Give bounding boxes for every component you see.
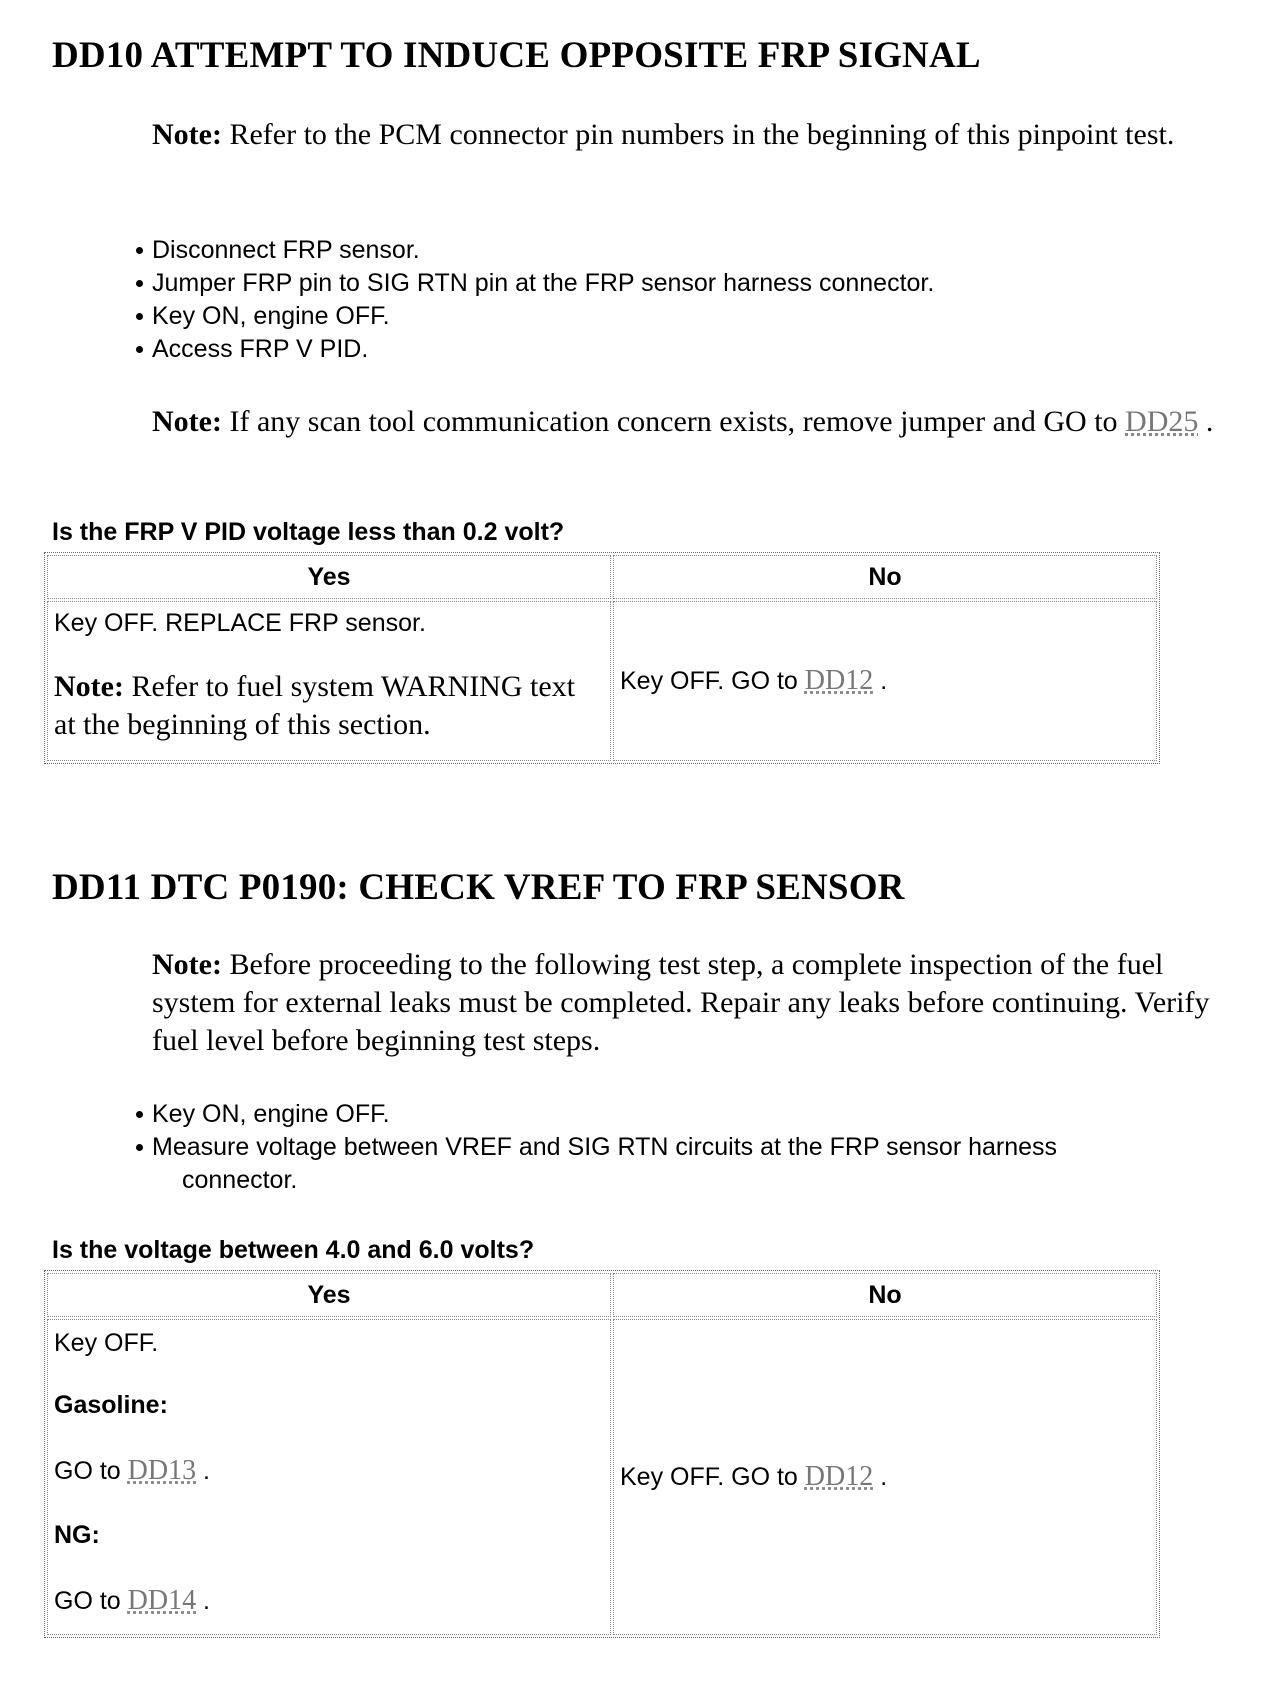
ng-suffix: . [203, 1587, 210, 1615]
note-text: Before proceeding to the following test step, a complete inspection of the fuel system for external leaks must be completed. Repair any leaks before continuing. Verify fuel level before beginning test steps. [152, 948, 1210, 1057]
step-title-dd10: DD10 ATTEMPT TO INDUCE OPPOSITE FRP SIGNAL [52, 35, 981, 76]
list-item: Key ON, engine OFF. [134, 1098, 1192, 1131]
note-inspection [152, 946, 1232, 1060]
yes-header: Yes [47, 555, 611, 599]
link-dd25[interactable]: DD25 [1125, 405, 1199, 438]
note-text: If any scan tool communication concern exists, remove jumper and GO to [229, 405, 1118, 438]
list-item: Access FRP V PID. [134, 333, 1192, 366]
no-cell [613, 1319, 1157, 1635]
yes-cell [47, 601, 611, 761]
no-action-text: Key OFF. GO to [620, 1463, 798, 1491]
no-action-text: Key OFF. GO to [620, 667, 798, 695]
note-pcm-connector [152, 116, 1232, 154]
list-item: Key ON, engine OFF. [134, 300, 1192, 333]
yes-action: Key OFF. REPLACE FRP sensor. [54, 609, 426, 637]
note-text: Refer to the PCM connector pin numbers in the beginning of this pinpoint test. [229, 118, 1175, 151]
step-title-dd11: DD11 DTC P0190: CHECK VREF TO FRP SENSOR [52, 867, 905, 908]
step-dd11-bullet-list [134, 1098, 1192, 1197]
link-dd13[interactable]: DD13 [127, 1455, 197, 1486]
link-dd14[interactable]: DD14 [127, 1585, 197, 1616]
no-action-suffix: . [880, 1463, 888, 1491]
list-item [134, 1131, 1192, 1197]
link-dd12[interactable]: DD12 [804, 665, 874, 696]
note-label: Note: [152, 118, 222, 151]
list-item: Jumper FRP pin to SIG RTN pin at the FRP sensor harness connector. [134, 267, 1192, 300]
list-item: Disconnect FRP sensor. [134, 234, 1192, 267]
ng-prefix: GO to [54, 1587, 121, 1615]
ng-action [54, 1586, 604, 1616]
yes-note [54, 668, 604, 744]
no-action-suffix: . [880, 667, 888, 695]
yes-action: Key OFF. [54, 1329, 159, 1357]
no-cell [613, 601, 1157, 761]
gasoline-action [54, 1456, 604, 1486]
note-label: Note: [152, 948, 222, 981]
yes-header: Yes [47, 1273, 611, 1317]
question-vref-voltage: Is the voltage between 4.0 and 6.0 volts? [52, 1236, 535, 1264]
result-table-dd11 [44, 1270, 1160, 1638]
note-scan-tool [152, 403, 1232, 441]
step-dd10-bullet-list [134, 234, 1192, 366]
no-header: No [613, 1273, 1157, 1317]
question-frp-voltage: Is the FRP V PID voltage less than 0.2 volt? [52, 518, 565, 546]
note-label: Note: [152, 405, 222, 438]
bullet-continuation: connector. [182, 1166, 298, 1194]
link-dd12[interactable]: DD12 [804, 1461, 874, 1492]
no-header: No [613, 555, 1157, 599]
yes-cell [47, 1319, 611, 1635]
note-suffix: . [1205, 405, 1214, 438]
gasoline-label: Gasoline: [54, 1391, 168, 1419]
result-table-dd10 [44, 552, 1160, 764]
gasoline-prefix: GO to [54, 1457, 121, 1485]
ng-label: NG: [54, 1521, 100, 1549]
note-text: Refer to fuel system WARNING text at the beginning of this section. [54, 670, 575, 741]
note-label: Note: [54, 670, 124, 703]
bullet-text: Measure voltage between VREF and SIG RTN circuits at the FRP sensor harness [152, 1133, 1058, 1161]
gasoline-suffix: . [203, 1457, 210, 1485]
